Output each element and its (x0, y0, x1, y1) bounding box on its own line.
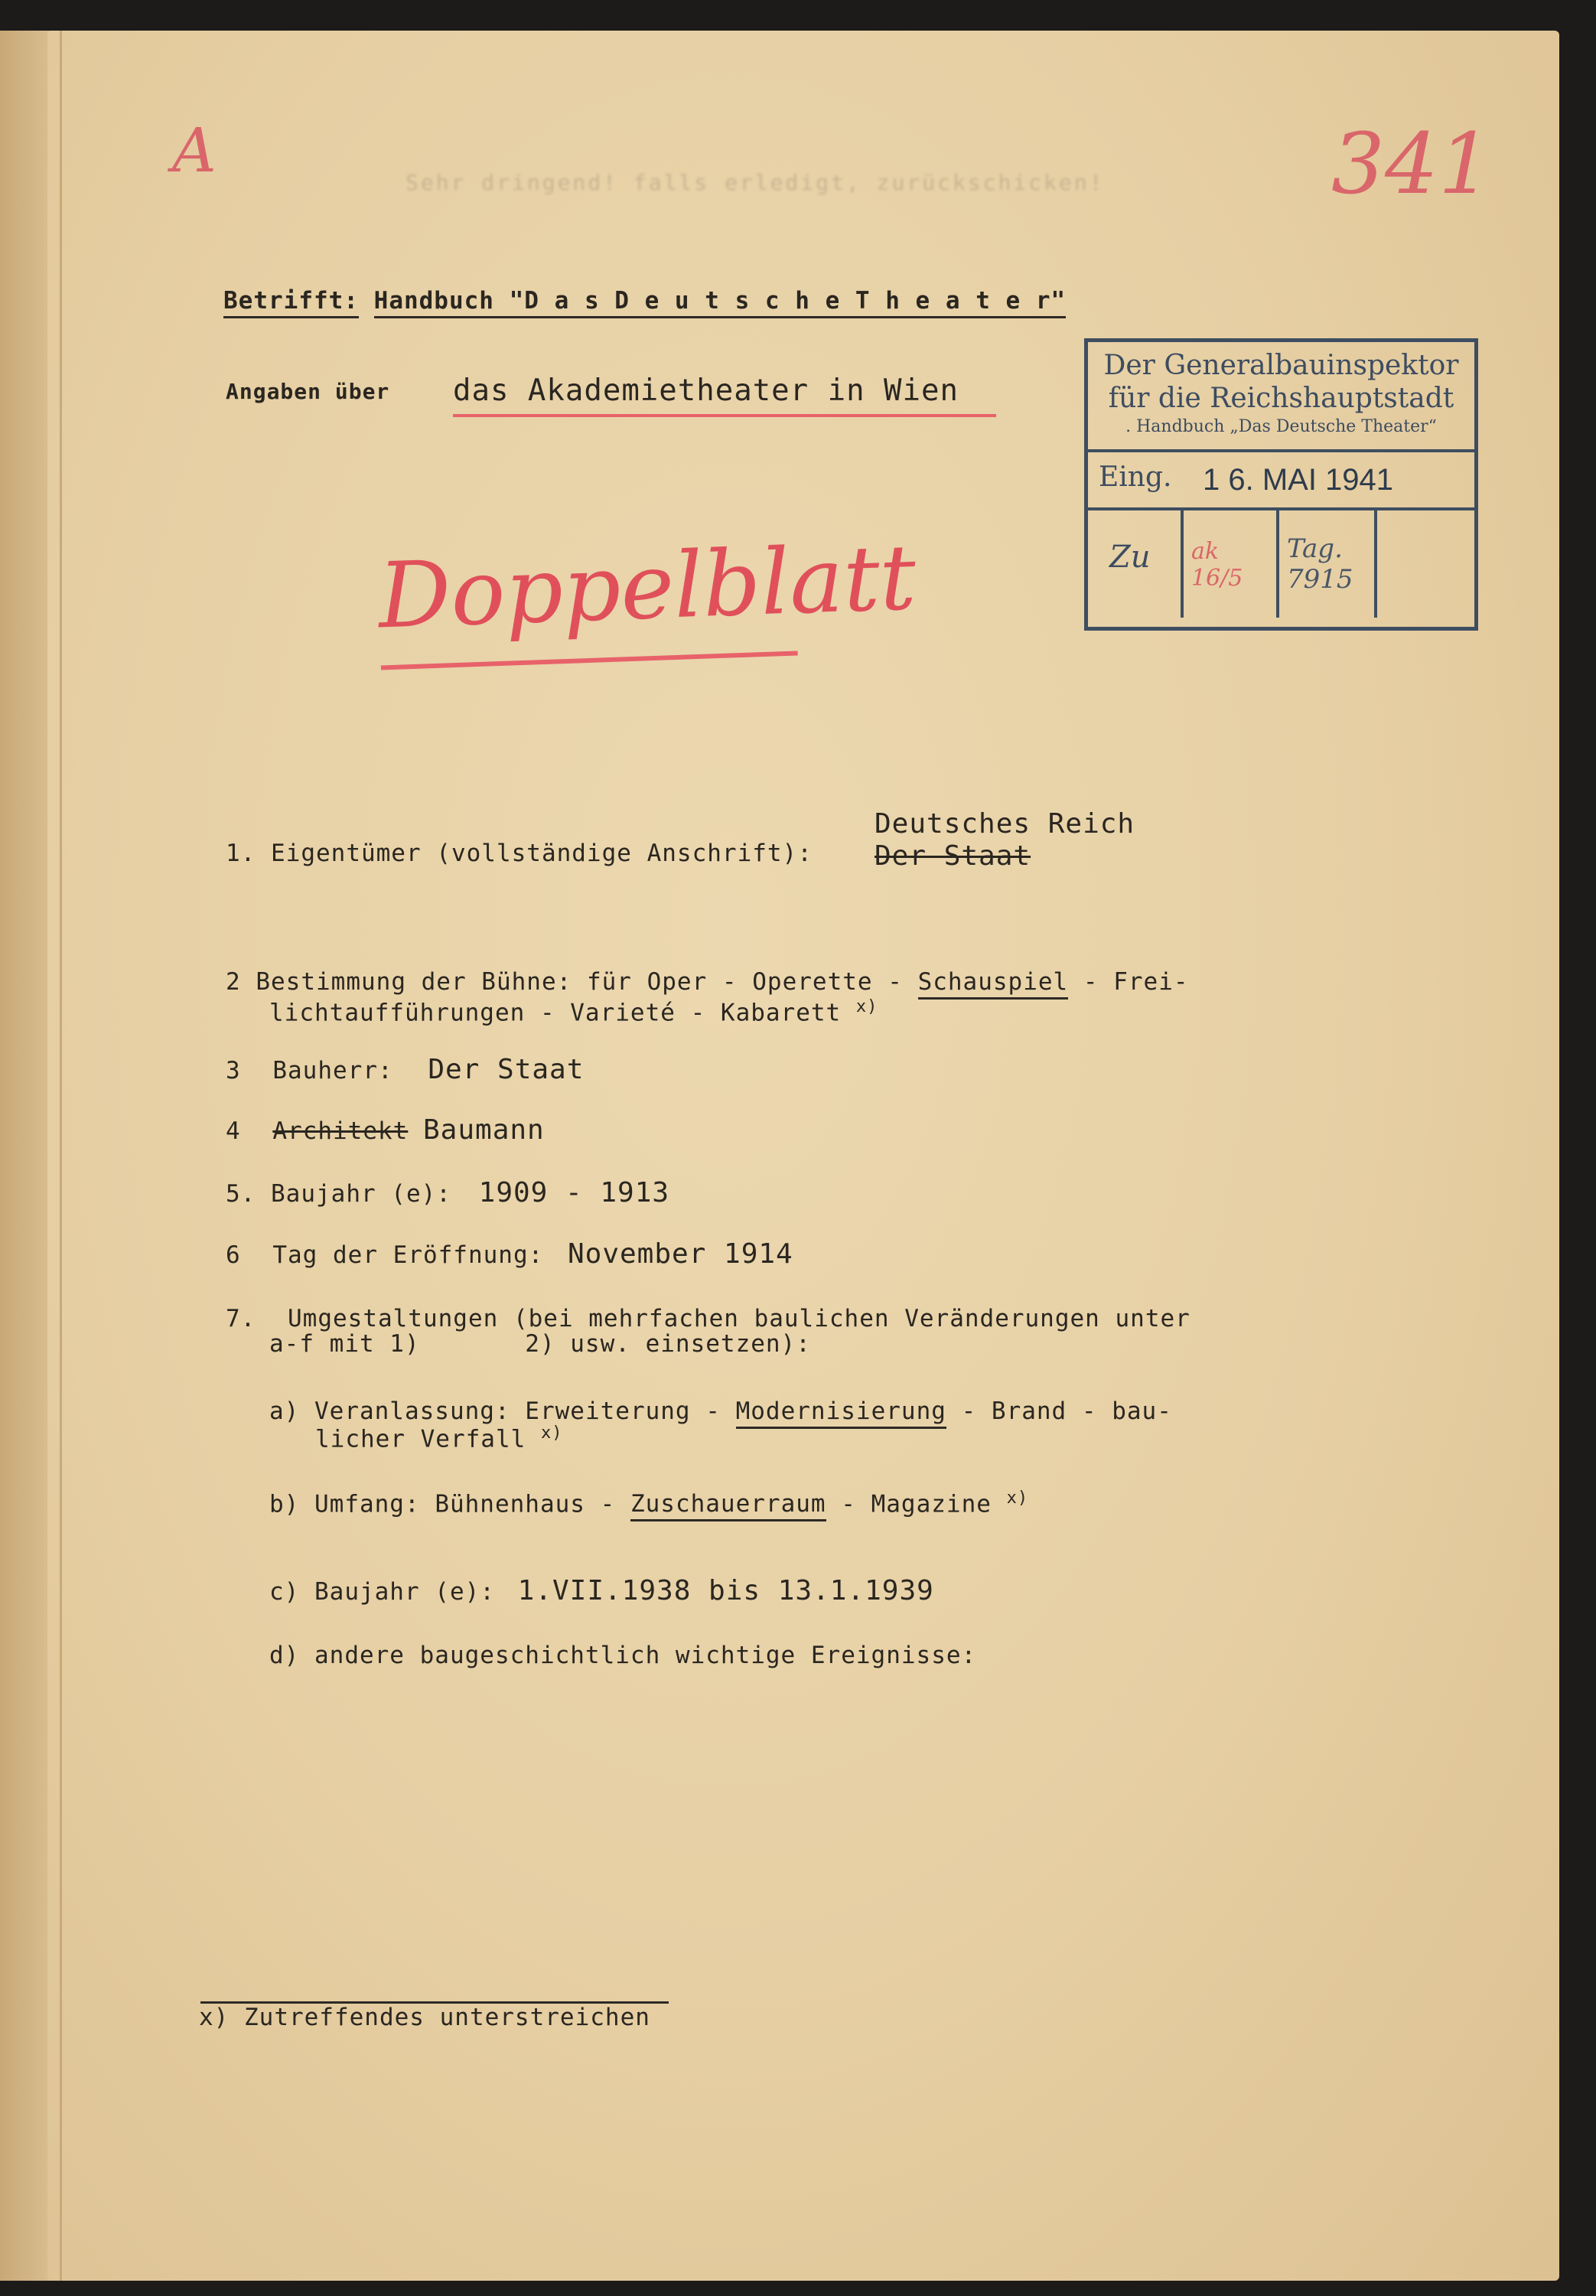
changes-a (269, 1397, 1172, 1425)
year-row (226, 1177, 669, 1208)
changes-b-selected: Zuschauerraum (630, 1490, 826, 1521)
stamp-line3: . Handbuch „Das Deutsche Theater“ (1125, 417, 1437, 436)
changes-line1 (226, 1305, 1190, 1332)
owner-struck: Der Staat (875, 840, 1031, 872)
stamp-cell-ref (1279, 510, 1377, 618)
stamp-ref: Tag. 7915 (1287, 533, 1353, 595)
architect-row (226, 1114, 545, 1146)
builder-num: 3 (226, 1057, 241, 1084)
faded-header: Sehr dringend! falls erledigt, zurückschicken! (406, 170, 1105, 195)
changes-c-label: c) Baujahr (e): (269, 1578, 495, 1606)
year-value: 1909 - 1913 (478, 1177, 670, 1208)
changes-b (269, 1489, 1028, 1518)
changes-a-text2: - Brand - bau- (961, 1397, 1172, 1425)
stamp-line1: Der Generalbauinspektor (1103, 350, 1459, 381)
page-fold (60, 31, 62, 2281)
changes-d: d) andere baugeschichtlich wichtige Ereignisse: (269, 1642, 977, 1669)
year-num: 5. (226, 1180, 256, 1208)
owner-num: 1. (226, 840, 256, 867)
purpose-line1 (226, 968, 1189, 996)
changes-b-text1: Bühnenhaus - (435, 1490, 616, 1518)
stamp-date-row (1088, 452, 1474, 510)
purpose-mark: x) (855, 997, 878, 1016)
changes-c (269, 1575, 934, 1606)
builder-label: Bauherr: (272, 1057, 393, 1084)
subject-text: Handbuch "D a s D e u t s c h e T h e a t e r" (374, 287, 1067, 318)
opening-label: Tag der Eröffnung: (272, 1241, 544, 1269)
stamp-date: 1 6. MAI 1941 (1203, 463, 1394, 497)
owner-value: Deutsches Reich (875, 808, 1135, 840)
opening-value: November 1914 (567, 1238, 793, 1270)
stamp-eing-label: Eing. (1099, 461, 1172, 493)
architect-value: Baumann (423, 1114, 545, 1146)
doppelblatt-text: Doppelblatt (376, 524, 918, 649)
purpose-num: 2 (226, 968, 241, 996)
changes-a-text1: Erweiterung - (525, 1397, 721, 1425)
purpose-line1-b: - Frei- (1083, 968, 1189, 996)
page-number: 341 (1331, 115, 1492, 213)
stamp-routing-row (1088, 510, 1474, 618)
paper-edge-left (0, 31, 54, 2281)
receipt-stamp (1084, 338, 1478, 631)
stamp-zu: Zu (1109, 540, 1151, 575)
purpose-line1-a: für Oper - Operette - (586, 968, 903, 996)
changes-line1-text: Umgestaltungen (bei mehrfachen baulichen Veränderungen unter (288, 1305, 1190, 1332)
changes-a-selected: Modernisierung (736, 1397, 946, 1429)
changes-num: 7. (226, 1305, 256, 1332)
builder-value: Der Staat (428, 1054, 585, 1085)
theater-name: das Akademietheater in Wien (453, 373, 996, 417)
subject-line (223, 287, 1066, 315)
opening-num: 6 (226, 1241, 241, 1269)
stamp-header (1088, 342, 1474, 452)
changes-c-value: 1.VII.1938 bis 13.1.1939 (517, 1575, 934, 1606)
subject-label: Betrifft: (223, 287, 359, 318)
changes-b-text2: - Magazine (841, 1490, 992, 1518)
changes-b-label: b) Umfang: (269, 1490, 420, 1518)
owner-label-text: Eigentümer (vollständige Anschrift): (271, 840, 813, 867)
owner-label (226, 840, 813, 867)
changes-a-line2-text: licher Verfall (315, 1425, 526, 1453)
purpose-line2 (269, 997, 878, 1026)
year-label: Baujahr (e): (271, 1180, 451, 1208)
corner-letter: A (172, 115, 217, 186)
changes-b-mark: x) (1006, 1489, 1029, 1508)
architect-label: Architekt (272, 1117, 409, 1145)
stamp-line2: für die Reichshauptstadt (1108, 383, 1454, 414)
purpose-selected: Schauspiel (918, 968, 1069, 1000)
changes-line2: a-f mit 1) 2) usw. einsetzen): (269, 1330, 811, 1358)
doppelblatt-annotation (376, 524, 918, 670)
architect-num: 4 (226, 1117, 241, 1145)
opening-row (226, 1238, 793, 1270)
purpose-line2-text: lichtaufführungen - Varieté - Kabarett (269, 999, 842, 1027)
purpose-label: Bestimmung der Bühne: (256, 968, 572, 996)
changes-a-label: a) Veranlassung: (269, 1397, 510, 1425)
stamp-cell-initials (1184, 510, 1279, 618)
footnote: x) Zutreffendes unterstreichen (199, 2004, 650, 2031)
builder-row (226, 1054, 584, 1085)
info-label: Angaben über (226, 379, 390, 404)
changes-a-mark: x) (540, 1424, 563, 1443)
stamp-initials: ak 16/5 (1191, 538, 1243, 592)
changes-a-line2 (315, 1424, 562, 1453)
stamp-cell-empty (1377, 510, 1469, 618)
stamp-cell-zu (1088, 510, 1184, 618)
